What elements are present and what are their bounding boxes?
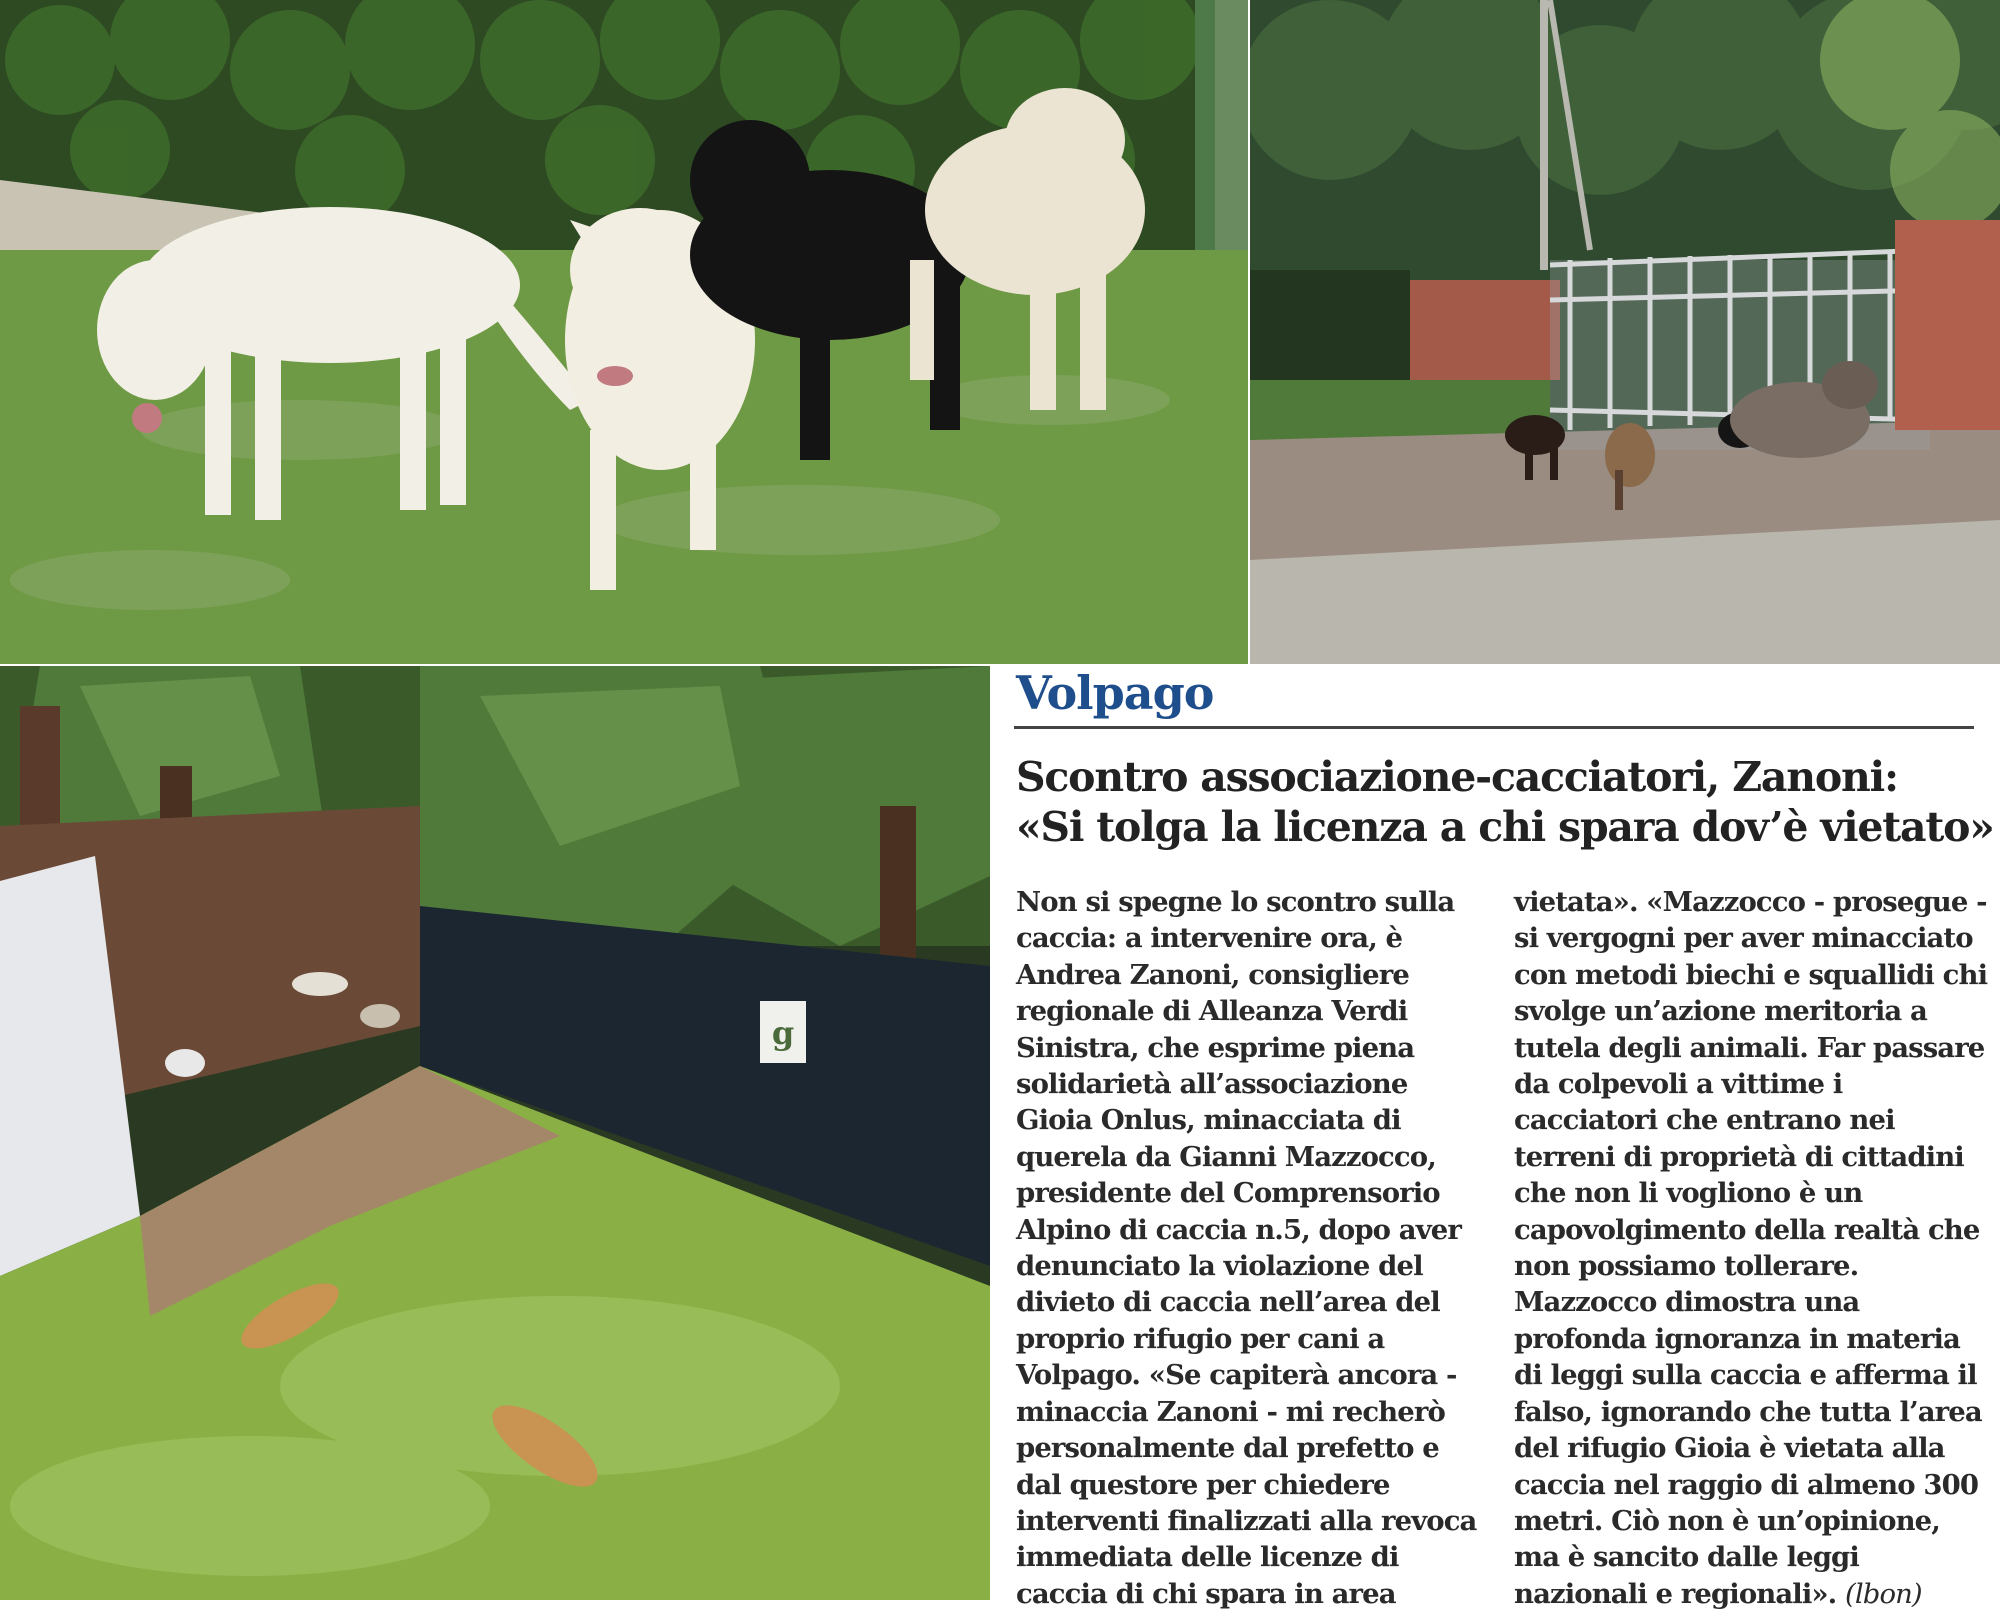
body-line: caccia di chi spara in area [1016, 1577, 1396, 1610]
body-line: metri. Ciò non è un’opinione, [1514, 1504, 1940, 1537]
body-line: cacciatori che entrano nei [1514, 1104, 1895, 1137]
body-line: interventi finalizzati alla revoca [1016, 1504, 1477, 1537]
body-line: solidarietà all’associazione [1016, 1068, 1408, 1101]
body-line: Andrea Zanoni, consigliere [1016, 958, 1409, 991]
newspaper-article [994, 666, 2000, 1610]
body-line: di leggi sulla caccia e afferma il [1514, 1359, 1977, 1392]
body-line: si vergogni per aver minacciato [1514, 922, 1973, 955]
body-line: da colpevoli a vittime i [1514, 1068, 1843, 1101]
body-line: profonda ignoranza in materia [1514, 1322, 1960, 1355]
body-line: del rifugio Gioia è vietata alla [1514, 1432, 1945, 1465]
body-line: svolge un’azione meritoria a [1514, 995, 1927, 1028]
body-line: Alpino di caccia n.5, dopo aver [1016, 1213, 1461, 1246]
photo-dogs-at-gate [1250, 0, 2000, 664]
body-line-text: nazionali e regionali». [1514, 1577, 1837, 1610]
body-line: ma è sancito dalle leggi [1514, 1541, 1859, 1574]
body-line [1514, 1576, 1994, 1612]
photo-dog-enclosure [0, 666, 990, 1600]
body-line: regionale di Alleanza Verdi [1016, 995, 1408, 1028]
body-line: proprio rifugio per cani a [1016, 1322, 1385, 1355]
byline: (lbon) [1845, 1577, 1922, 1610]
body-line: terreni di proprietà di cittadini [1514, 1140, 1964, 1173]
article-headline [1016, 752, 1994, 852]
article-column-right [1514, 884, 1994, 1612]
article-column-left [1016, 884, 1486, 1612]
body-line: che non li vogliono è un [1514, 1177, 1863, 1210]
body-line: presidente del Comprensorio [1016, 1177, 1440, 1210]
body-line: immediata delle licenze di [1016, 1541, 1399, 1574]
body-line: non possiamo tollerare. [1514, 1250, 1859, 1283]
body-line: querela da Gianni Mazzocco, [1016, 1140, 1436, 1173]
body-line: caccia: a intervenire ora, è [1016, 922, 1403, 955]
body-line: dal questore per chiedere [1016, 1468, 1390, 1501]
section-divider [1014, 726, 1974, 729]
body-line: denunciato la violazione del [1016, 1250, 1423, 1283]
body-line: Gioia Onlus, minacciata di [1016, 1104, 1401, 1137]
section-name: Volpago [1016, 666, 1214, 720]
body-line: Sinistra, che esprime piena [1016, 1031, 1415, 1064]
headline-line: Scontro associazione-cacciatori, Zanoni: [1016, 753, 1898, 801]
body-line: caccia nel raggio di almeno 300 [1514, 1468, 1979, 1501]
body-line: personalmente dal prefetto e [1016, 1432, 1439, 1465]
body-line: minaccia Zanoni - mi recherò [1016, 1395, 1445, 1428]
body-line: Mazzocco dimostra una [1514, 1286, 1860, 1319]
body-line: vietata». «Mazzocco - prosegue - [1514, 886, 1987, 918]
body-line: tutela degli animali. Far passare [1514, 1031, 1985, 1064]
photo-dogs-on-lawn [0, 0, 1248, 664]
body-line: con metodi biechi e squallidi chi [1514, 958, 1988, 991]
sign-letter: g [771, 1014, 795, 1052]
body-line: Non si spegne lo scontro sulla [1016, 886, 1455, 918]
body-line: falso, ignorando che tutta l’area [1514, 1395, 1982, 1428]
headline-line: «Si tolga la licenza a chi spara dov’è vietato» [1016, 803, 1994, 851]
body-line: Volpago. «Se capiterà ancora - [1016, 1359, 1457, 1392]
body-line: capovolgimento della realtà che [1514, 1213, 1980, 1246]
body-line: divieto di caccia nell’area del [1016, 1286, 1440, 1319]
